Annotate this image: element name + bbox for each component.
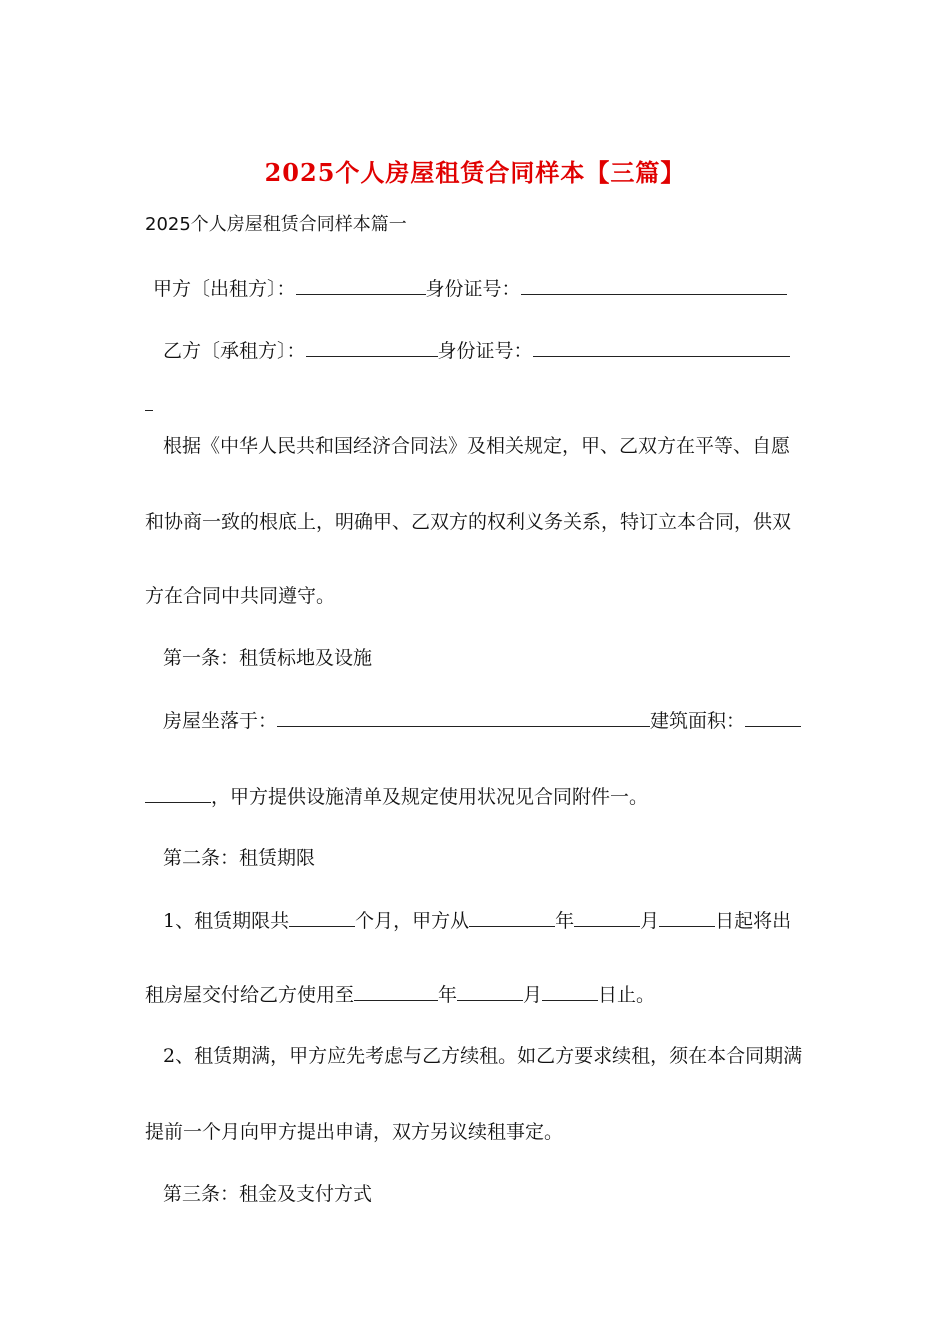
lease-from-label: 个月，甲方从 (355, 910, 470, 932)
lease-until-label: 租房屋交付给乙方使用至 (145, 984, 355, 1006)
start-month-blank (574, 908, 640, 927)
document-title: 2025个人房屋租赁合同样本【三篇】 (264, 158, 686, 187)
months-blank (289, 908, 355, 927)
party-b-label: 乙方〔承租方〕： (163, 340, 306, 362)
party-b-id-label: 身份证号： (437, 340, 533, 362)
end-day-label: 日止。 (598, 984, 656, 1006)
start-day-label: 日起将出 (715, 910, 792, 932)
facilities-text: ，甲方提供设施清单及规定使用状况见合同附件一。 (211, 786, 649, 808)
location-label: 房屋坐落于： (163, 710, 278, 732)
article-1-heading: 第一条：租赁标地及设施 (163, 647, 373, 669)
party-b-id-blank (533, 338, 790, 357)
preamble-line-1: 根据《中华人民共和国经济合同法》及相关规定，甲、乙双方在平等、自愿 (163, 435, 791, 457)
area-label: 建筑面积： (650, 710, 746, 732)
end-month-label: 月 (523, 984, 543, 1006)
article-2-item-2-line-2: 提前一个月向甲方提出申请，双方另议续租事定。 (145, 1121, 564, 1143)
party-b-id-blank-continued (145, 392, 950, 417)
item-2-text: 、租赁期满，甲方应先考虑与乙方续租。如乙方要求续租，须在本合同期满 (175, 1045, 803, 1067)
party-b-name-blank (306, 338, 438, 357)
area-blank-continued (145, 784, 211, 803)
article-2-item-1-line-1 (163, 908, 950, 933)
article-2-item-1-line-2 (145, 982, 950, 1007)
end-day-blank (542, 982, 598, 1001)
start-day-blank (659, 908, 715, 927)
article-3-heading: 第三条：租金及支付方式 (163, 1183, 373, 1205)
end-month-blank (457, 982, 523, 1001)
party-b-row (163, 338, 950, 363)
year-label: 年 (555, 910, 575, 932)
party-a-id-blank (521, 276, 787, 295)
section-heading: 2025个人房屋租赁合同样本篇一 (145, 214, 407, 235)
item-2-number: 2 (163, 1045, 176, 1067)
month-label: 月 (640, 910, 660, 932)
end-year-label: 年 (438, 984, 458, 1006)
start-year-blank (469, 908, 555, 927)
party-a-row (153, 276, 950, 301)
area-blank (745, 708, 801, 727)
party-a-name-blank (296, 276, 426, 295)
article-2-heading: 第二条：租赁期限 (163, 847, 316, 869)
article-2-item-2-line-1 (163, 1044, 950, 1068)
end-year-blank (354, 982, 438, 1001)
preamble-line-3: 方在合同中共同遵守。 (145, 585, 336, 607)
party-a-id-label: 身份证号： (425, 278, 521, 300)
preamble-line-2: 和协商一致的根底上，明确甲、乙双方的权利义务关系，特订立本合同，供双 (145, 511, 792, 533)
article-1-location-row (163, 708, 950, 733)
lease-term-label: 、租赁期限共 (175, 910, 290, 932)
article-1-facilities-row (145, 784, 950, 809)
party-a-label: 甲方〔出租方〕： (153, 278, 296, 300)
item-1-number: 1 (163, 910, 176, 932)
location-blank (277, 708, 650, 727)
